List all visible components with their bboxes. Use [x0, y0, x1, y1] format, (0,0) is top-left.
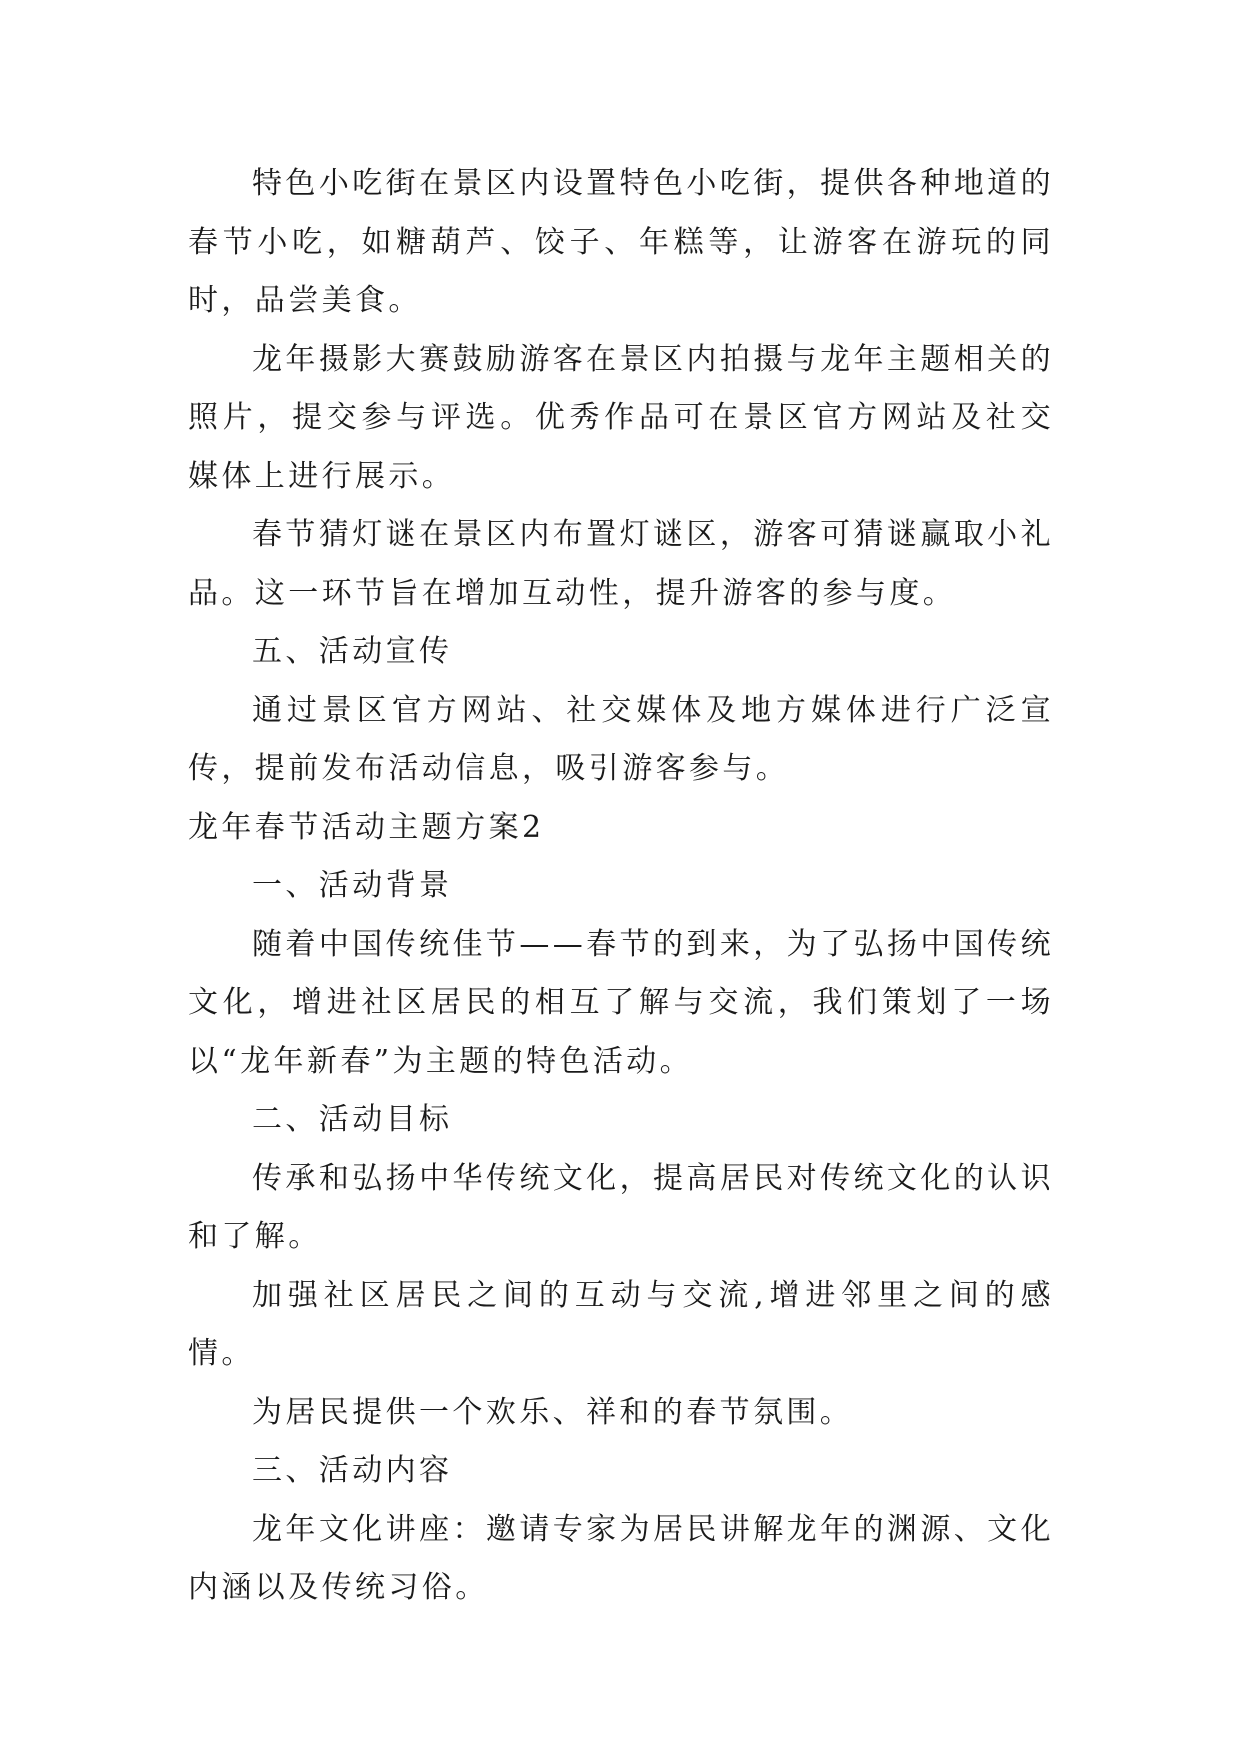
section-title-plan-2: 龙年春节活动主题方案2 — [188, 809, 545, 845]
document-body — [188, 155, 1054, 1618]
paragraph-lantern-riddles: 春节猜灯谜在景区内布置灯谜区，游客可猜谜赢取小礼品。这一环节旨在增加互动性，提升游客的参与度。 — [188, 517, 1054, 611]
paragraph-snack-street: 特色小吃街在景区内设置特色小吃街，提供各种地道的春节小吃，如糖葫芦、饺子、年糕等，让游客在游玩的同时，品尝美食。 — [188, 166, 1054, 318]
heading-goals: 二、活动目标 — [252, 1102, 453, 1137]
paragraph-goal-2: 加强社区居民之间的互动与交流,增进邻里之间的感情。 — [188, 1277, 1054, 1371]
paragraph-goal-1: 传承和弘扬中华传统文化，提高居民对传统文化的认识和了解。 — [188, 1160, 1054, 1254]
paragraph-background: 随着中国传统佳节——春节的到来，为了弘扬中国传统文化，增进社区居民的相互了解与交流，我们策划了一场以“龙年新春”为主题的特色活动。 — [188, 926, 1054, 1079]
heading-content: 三、活动内容 — [252, 1453, 453, 1488]
heading-promotion: 五、活动宣传 — [252, 634, 453, 669]
paragraph-goal-3: 为居民提供一个欢乐、祥和的春节氛围。 — [252, 1394, 854, 1430]
paragraph-promotion: 通过景区官方网站、社交媒体及地方媒体进行广泛宣传，提前发布活动信息，吸引游客参与。 — [188, 692, 1054, 786]
heading-background: 一、活动背景 — [252, 868, 453, 903]
paragraph-lecture: 龙年文化讲座：邀请专家为居民讲解龙年的渊源、文化内涵以及传统习俗。 — [188, 1511, 1054, 1605]
paragraph-photo-contest: 龙年摄影大赛鼓励游客在景区内拍摄与龙年主题相关的照片，提交参与评选。优秀作品可在景区官方网站及社交媒体上进行展示。 — [188, 341, 1054, 494]
